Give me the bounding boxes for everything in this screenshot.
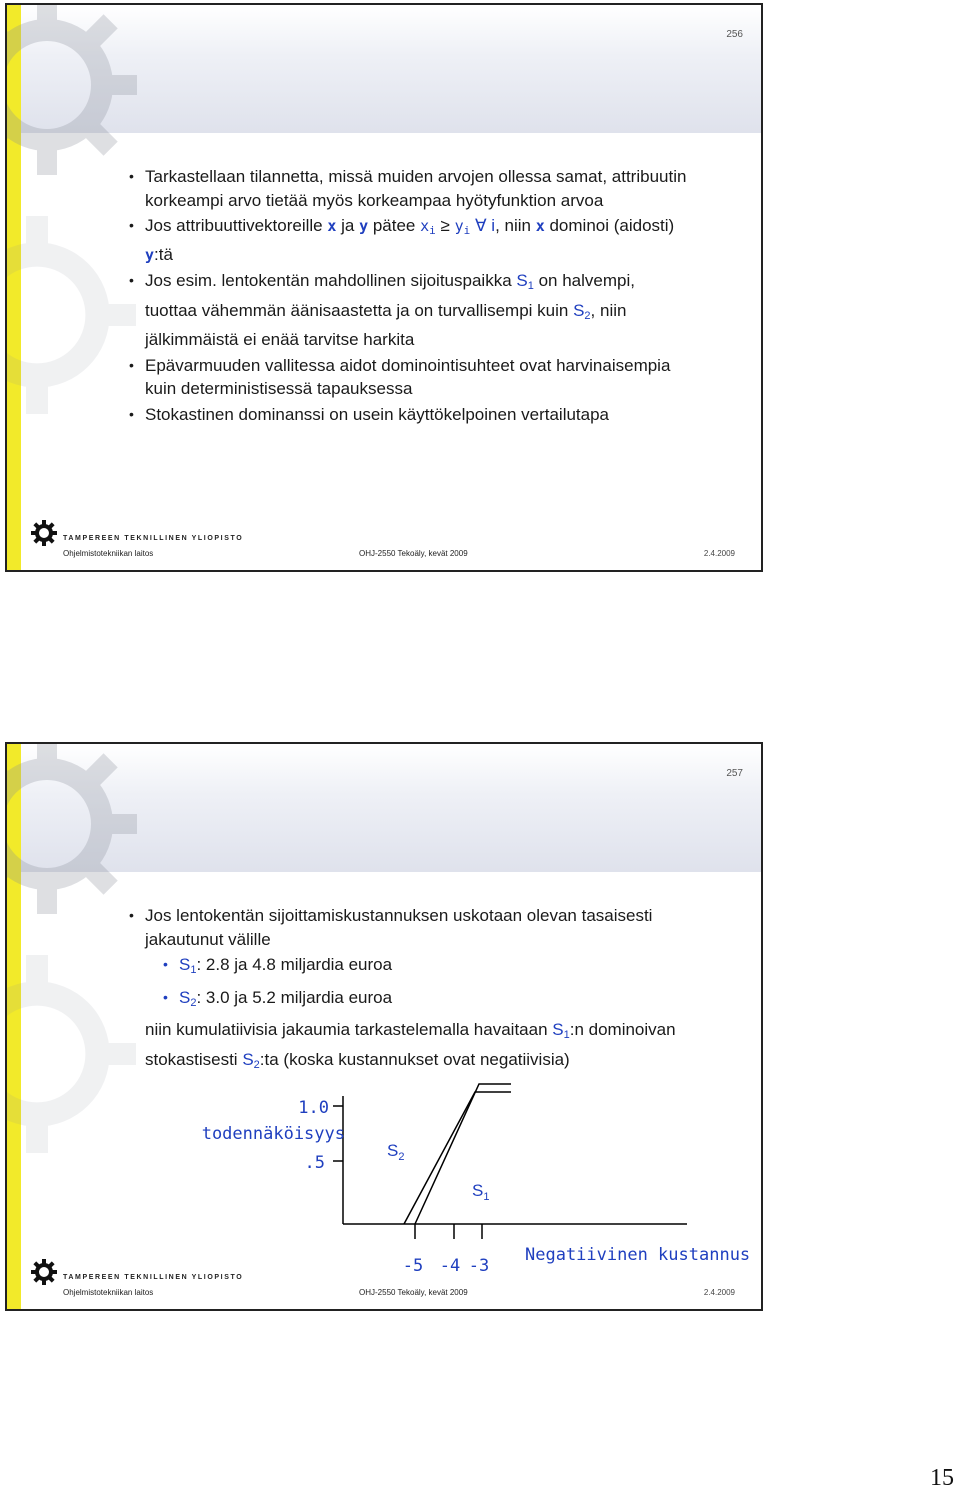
y-label-mid: .5 <box>304 1153 325 1173</box>
slide-257 <box>5 742 763 1311</box>
footer-course: OHJ-2550 Tekoäly, kevät 2009 <box>359 549 468 558</box>
x-tick-label: -5 <box>402 1256 424 1276</box>
bullet-item: • Jos esim. lentokentän mahdollinen sijoituspaikka $S_1$ on halvempi, tuottaa vähemmän äänisaastetta ja on turvallisempi kuin $S_2$, niin jälkimmäistä ei enää tarvitse harkita <box>129 269 689 352</box>
sub-bullet-item: • $S_2$: 3.0 ja 5.2 miljardia euroa <box>129 986 689 1016</box>
s2-curve <box>404 1092 511 1224</box>
bullet-item: • Tarkastellaan tilannetta, missä muiden arvojen ollessa samat, attribuutin korkeampi arvo tietää myös korkeampaa hyötyfunktion arvoa <box>129 165 689 212</box>
bullet-item: • Epävarmuuden vallitessa aidot dominointisuhteet ovat harvinaisempia kuin deterministisessä tapauksessa <box>129 354 689 401</box>
bullet-item: • Jos attribuuttivektoreille x ja y pätee $x_i \ge y_i$ ∀ i, niin x dominoi (aidosti) y:tä <box>129 214 689 267</box>
page-number: 15 <box>930 1465 954 1491</box>
y-axis-label: todennäköisyys <box>201 1124 345 1144</box>
university-logo-icon <box>31 1259 57 1285</box>
s1-label: $S_1$ <box>472 1181 490 1203</box>
gear-watermark-icon <box>5 205 147 425</box>
x-tick-label: -4 <box>439 1256 461 1276</box>
footer-course: OHJ-2550 Tekoäly, kevät 2009 <box>359 1288 468 1297</box>
x-axis-label: Negatiivinen kustannus <box>525 1245 751 1265</box>
sub-bullet-item: • $S_1$: 2.8 ja 4.8 miljardia euroa <box>129 953 689 983</box>
s2-label: $S_2$ <box>387 1141 405 1163</box>
footer-university: TAMPEREEN TEKNILLINEN YLIOPISTO <box>63 535 244 542</box>
gear-watermark-icon <box>5 3 147 185</box>
footer-date: 2.4.2009 <box>703 549 735 558</box>
slide-number: 256 <box>726 29 743 40</box>
footer-department: Ohjelmistotekniikan laitos <box>63 549 154 558</box>
bullet-list <box>129 165 689 428</box>
cdf-diagram <box>7 744 761 1309</box>
slide-number: 257 <box>726 768 743 779</box>
slide-256 <box>5 3 763 572</box>
footer-date: 2.4.2009 <box>703 1288 735 1297</box>
footer-university: TAMPEREEN TEKNILLINEN YLIOPISTO <box>63 1274 244 1281</box>
university-logo-icon <box>31 520 57 546</box>
footer-department: Ohjelmistotekniikan laitos <box>63 1288 154 1297</box>
bullet-item: • Jos lentokentän sijoittamiskustannuksen uskotaan olevan tasaisesti jakautunut välille <box>129 904 689 951</box>
s1-curve <box>415 1084 511 1224</box>
conclusion-text: niin kumulatiivisia jakaumia tarkastelemalla havaitaan $S_1:n$ dominoivan stokastisesti $S_2:ta$ (koska kustannukset ovat negatiivisia) <box>145 1020 676 1071</box>
bullet-item: • Stokastinen dominanssi on usein käyttökelpoinen vertailutapa <box>129 403 689 427</box>
x-tick-label: -3 <box>468 1256 490 1276</box>
y-label-top: 1.0 <box>298 1098 329 1118</box>
